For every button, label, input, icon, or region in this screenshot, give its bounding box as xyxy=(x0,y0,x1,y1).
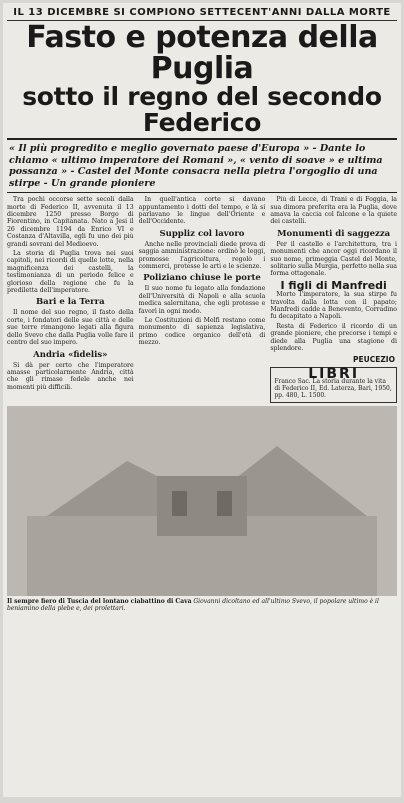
paragraph: In quell'antica corte si davano appuntamento i dotti del tempo, e là si parlavano le lingue dell'Oriente e dell'Occidente. xyxy=(138,196,266,226)
paragraph: Più di Lecce, di Trani e di Foggia, la sua dimora preferita era la Puglia, dove amava la caccia col falcone e la quiete dei castelli. xyxy=(270,196,397,226)
paragraph: Il suo nome fu legato alla fondazione dell'Università di Napoli e alla scuola medica salernitana, che egli protesse e favorì in ogni modo. xyxy=(138,285,266,315)
subhead-bari: Bari e la Terra xyxy=(36,297,105,308)
author-signature: PEUCEZIO xyxy=(353,354,395,364)
subhead-supplier: Suppliz col lavoro xyxy=(159,228,245,239)
paragraph: Tra pochi occorse sette secoli dalla morte di Federico II, avvenuta il 13 dicembre 1250 presso Borgo di Fiorentino, in Capitanata. Nato a Jesi il 26 dicembre 1194 da Enrico VI e Costanza d'Altavilla, egli fu uno dei più grandi sovrani del Medioevo. xyxy=(7,196,134,248)
caption-lead: Il sempre fiero di Tuscia del lontano ciabattino di Cava xyxy=(7,598,192,606)
paragraph: Resta di Federico il ricordo di un grande pioniere, che precorse i tempi e diede alla Puglia una stagione di splendore. xyxy=(270,322,397,353)
paragraph: Il nome del suo regno, il fasto della corte, i fondatori delle sue città e delle sue terre rimangono legati alla figura dello Svevo che dalla Puglia volle fare il centro del suo impero. xyxy=(7,309,134,347)
paragraph: Morto l'imperatore, la sua stirpe fu travolta dalla lotta con il papato; Manfredi cadde a Benevento, Corradino fu decapitato a Napoli. xyxy=(270,291,397,321)
headline xyxy=(7,20,397,137)
subhead-monumenti: Monumenti di saggezza xyxy=(277,228,391,239)
paragraph: Le Costituzioni di Melfi restano come monumento di sapienza legislativa, primo codice organico dell'età di mezzo. xyxy=(138,317,266,347)
subhead-poliziano: Poliziano chiuse le porte xyxy=(143,273,261,284)
kicker-line: IL 13 DICEMBRE SI COMPIONO SETTECENT'ANNI DALLA MORTE xyxy=(7,7,397,21)
books-text: Franco Sac. La storia durante la vita di Federico II, Ed. Laterza, Bari, 1950, pp. 480, L. 1500. xyxy=(274,378,392,400)
headline-line-1: Fasto e potenza della Puglia xyxy=(26,20,378,86)
paragraph: Anche nelle provinciali diede prova di saggia amministrazione: ordinò le leggi, promosse l'agricoltura, regolò i commerci, protesse le arti e le scienze. xyxy=(138,240,266,271)
books-title: LIBRI xyxy=(308,365,360,382)
photo-placeholder xyxy=(7,406,397,596)
caption-rest: Giovanni dicoltano ed all'ultimo Svevo, il popolare ultimo è il beniamino della plebe e, dei prolettari. xyxy=(7,598,379,613)
paragraph: Per il castello e l'architettura, tra i monumenti che ancor oggi ricordano il suo nome, primeggia Castel del Monte, solitario sulla Murgia, perfetto nella sua forma ottagonale. xyxy=(270,240,397,278)
subhead-andria: Andria «fidelis» xyxy=(33,349,108,360)
article-columns xyxy=(7,196,397,403)
paragraph: La storia di Puglia trova nei suoi capitoli, nei ricordi di quelle lotte, nella magnificenza dei castelli, la testimonianza di un periodo felice e glorioso della regione che fu la prediletta dell'imperatore. xyxy=(7,250,134,295)
column-1 xyxy=(7,196,134,403)
deck-summary: « Il più progredito e meglio governato paese d'Europa » - Dante lo chiamo « ultimo imperatore dei Romani », « vento di soave » e ultima possanza » - Castel del Monte consacra nella pietra l'orgoglio di una stirpe - Un grande pioniere xyxy=(7,138,397,193)
headline-line-2: sotto il regno del secondo Federico xyxy=(22,82,382,137)
books-box xyxy=(270,367,397,403)
photo-illustration xyxy=(7,406,397,596)
paragraph: Si dà per certo che l'imperatore amasse particolarmente Andria, città che gli rimase fedele anche nei momenti più difficili. xyxy=(7,361,134,391)
column-3 xyxy=(270,196,397,403)
photo-caption xyxy=(7,598,397,612)
newspaper-page xyxy=(3,3,401,797)
subhead-figli: I figli di Manfredi xyxy=(280,278,387,292)
column-2 xyxy=(139,196,266,403)
